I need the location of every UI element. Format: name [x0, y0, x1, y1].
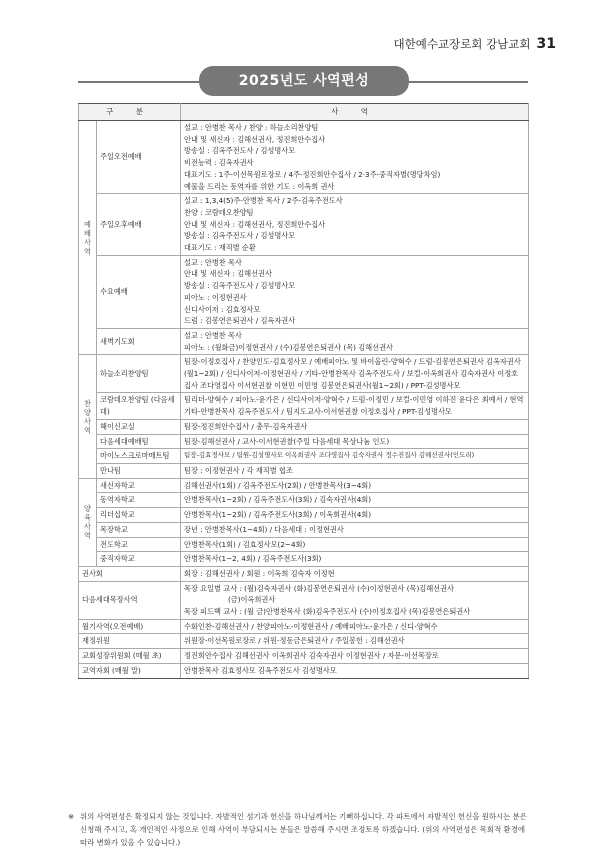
row-label: 교역자회 (매월 말) [79, 663, 181, 678]
row-detail: 안병찬목사(1~2회) / 김옥주전도사(3회) / 이옥희권사(4회) [181, 508, 529, 523]
table-row [79, 434, 529, 449]
table-row [79, 255, 529, 328]
row-detail: 수화인찬-김해선권사 / 찬양피아노-이정현권사 / 예배피아노-윤가은 / 신디-양혁수 [181, 619, 529, 634]
row-label: 하늘소리찬양팀 [97, 355, 181, 393]
row-label: 헤이신교실 [97, 419, 181, 434]
header-ministry: 사 역 [181, 104, 529, 121]
table-row [79, 449, 529, 464]
table-row [79, 393, 529, 419]
ministry-table [78, 103, 529, 679]
row-detail: 김해선권사(1회) / 김옥주전도사(2회) / 안병찬목사(3~4회) [181, 478, 529, 493]
row-label: 다음세대목장사역 [79, 581, 181, 619]
table-row [79, 522, 529, 537]
row-detail: 안병찬목사(1~2, 4회) / 김옥주전도사(3회) [181, 552, 529, 567]
row-detail: 팀리더-양혁수 / 피아노-윤가은 / 신디사이저-양혁수 / 드럼-이정민 / 보컬-이민영 이하진 윤다은 최예서 / 현역기타-안병찬목사 김옥주전도사 / 팀지도교사-이서현권찰 이정호집사 / PPT-김성명사모 [181, 393, 529, 419]
row-label: 리더십학교 [97, 508, 181, 523]
row-detail: 팀장-김효정사모 / 팀원-김성명사모 이옥희권사 조다영집사 김숙자권사 정수진집사 김해선권사(인도리) [181, 449, 529, 464]
row-label: 주일오전예배 [97, 121, 181, 194]
table-row [79, 121, 529, 194]
row-detail: 위원장-이선목원로장로 / 위원-정동금은퇴권사 / 주일봉헌 : 김해선권사 [181, 634, 529, 649]
row-detail: 회장 : 김해선권사 / 회원 : 이옥희 김숙자 이정현 [181, 566, 529, 581]
row-detail: 팀장 : 이정현권사 / 각 재직별 협조 [181, 463, 529, 478]
row-detail: 안병찬목사 김효정사모 김옥주전도사 김성명사모 [181, 663, 529, 678]
row-label: 마이노스크로마매트팀 [97, 449, 181, 464]
row-label: 권사회 [79, 566, 181, 581]
row-label: 수요예배 [97, 255, 181, 328]
page-title: 2025년도 사역편성 [199, 66, 409, 96]
row-label: 주일오후예배 [97, 194, 181, 256]
table-row [79, 566, 529, 581]
row-label: 코람데오찬양팀 (다음세대) [97, 393, 181, 419]
table-row [79, 463, 529, 478]
table-row [79, 581, 529, 619]
row-label: 교회성장위원회 (매월 초) [79, 649, 181, 664]
row-label: 동역자학교 [97, 493, 181, 508]
row-detail: 설교 : 1,3,4(5)주-안병찬 목사 / 2주-김옥주전도사 찬양 : 코람데오찬양팀 안내 및 새신자 : 김해선권사, 정진희안수집사 방송실 : 김옥주전도사 / 김성명사모 대표기도 : 재직별 순환 [181, 194, 529, 256]
table-header-row [79, 104, 529, 121]
table-row [79, 619, 529, 634]
church-name: 대한예수교장로회 강남교회 [393, 37, 531, 51]
row-label: 월기사역(오전예배) [79, 619, 181, 634]
footnote-text: 위의 사역편성은 확정되지 않는 것입니다. 자발적인 섬기과 헌신을 하나님께서는 기뻐하십니다. 각 파트에서 자발적인 헌신을 원하시는 분은 신청해 주시고, 혹 개인적인 사정으로 인해 사역이 부담되시는 분들은 말씀해 주시면 조정토록 하겠습니다. (위의 사역편성은 목회적 환경에 따라 변화가 있을 수 있습니다.) [80, 812, 527, 847]
title-banner [0, 66, 600, 98]
row-label: 전도학교 [97, 537, 181, 552]
table-row [79, 328, 529, 354]
row-label: 다음세대예배팀 [97, 434, 181, 449]
header-category: 구 분 [79, 104, 181, 121]
table-row [79, 478, 529, 493]
group-worship: 예 배 사 역 [79, 121, 97, 355]
table-row [79, 663, 529, 678]
row-label: 목장학교 [97, 522, 181, 537]
table-row [79, 634, 529, 649]
row-detail: 장년 : 안병찬목사(1~4회) / 다음세대 : 이정현권사 [181, 522, 529, 537]
row-detail: 안병찬목사(1회) / 김효정사모(2~4회) [181, 537, 529, 552]
row-detail: 팀장-정진희안수집사 / 총무-김옥자권사 [181, 419, 529, 434]
row-label: 만나팀 [97, 463, 181, 478]
group-education: 양 육 사 역 [79, 478, 97, 566]
row-detail: 팀장-김해선권사 / 교사-이서현권찰(주일 다음세대 목상나눔 인도) [181, 434, 529, 449]
row-label: 새신자학교 [97, 478, 181, 493]
page-number: 31 [536, 36, 556, 52]
row-detail: 안병찬목사(1~2회) / 김옥주전도사(3회) / 김숙자권사(4회) [181, 493, 529, 508]
footnote [68, 810, 532, 849]
row-label: 새벽기도회 [97, 328, 181, 354]
table-row [79, 493, 529, 508]
row-detail: 설교 : 안병찬 목사 / 찬양 : 하늘소리찬양팀 안내 및 새신자 : 김해선권사, 정진희안수집사 방송실 : 김옥주전도사 / 김성명사모 비전능력 : 김옥자권사 대표기도 : 1주-이선목원로장로 / 4주-정진희안수집사 / 2·3주-중직자별(명당차임) 예물을 드리는 동역자를 위한 기도 : 이옥희 권사 [181, 121, 529, 194]
row-detail: 팀장-이정호집사 / 찬양인도-김효정사모 / 예배피아노 및 바이올린-양혁수 / 드럼-김봉연은퇴권사 김옥자권사(월1~2회) / 신디사이저-이정현권사 / 기타-안병찬목사 김옥주전도사 / 보컬-이옥희권사 김숙자권사 이정호집사 조다영집사 이서현권찰 이현민 이민영 김봉연은퇴권사(월1~2회) / PPT-김성명사모 [181, 355, 529, 393]
row-detail: 정진희안수집사 김해선권사 이옥희권사 김숙자권사 이정현권사 / 자문-이선목장로 [181, 649, 529, 664]
note-mark: ※ [68, 812, 75, 821]
table-row [79, 194, 529, 256]
row-detail: 설교 : 안병찬 목사 피아노 : (월화금)이정현권사 / (수)김봉연은퇴권사 (목) 김해선권사 [181, 328, 529, 354]
row-detail: 설교 : 안병찬 목사 안내 및 새신자 : 김해선권사 방송실 : 김옥주전도사 / 김성명사모 피아노 : 이정현권사 신디사이저 : 김효정사모 드럼 : 김봉연은퇴권사 / 김옥자권사 [181, 255, 529, 328]
table-row [79, 355, 529, 393]
table-row [79, 552, 529, 567]
table-row [79, 508, 529, 523]
table-row [79, 419, 529, 434]
row-detail: 목장 요일별 교사 : (월)김숙자권사 (화)김봉연은퇴권사 (수)이정현권사 (목)김해선권사 (금)이옥희권사 목장 피드백 교사 : (월 금)안병찬목사 (화)김옥주전도사 (수)이정호집사 (목)김봉연은퇴권사 [181, 581, 529, 619]
group-choir: 찬 양 사 역 [79, 355, 97, 478]
table-row [79, 649, 529, 664]
table-row [79, 537, 529, 552]
page-header [394, 36, 556, 52]
row-label: 재정위원 [79, 634, 181, 649]
row-label: 중직자학교 [97, 552, 181, 567]
